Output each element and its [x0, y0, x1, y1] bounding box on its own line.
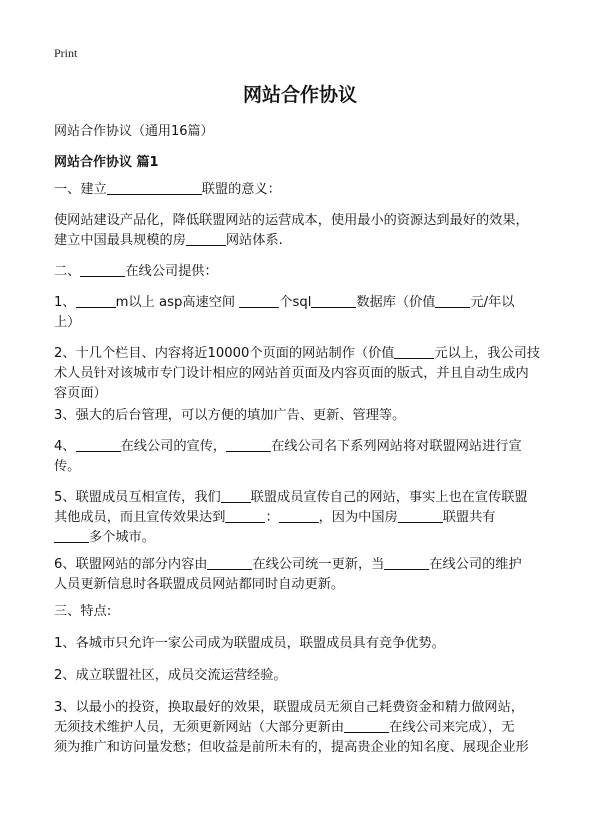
blank	[107, 180, 202, 195]
paragraph-8	[54, 488, 552, 548]
text: 一、建立	[54, 182, 107, 197]
blank	[394, 344, 434, 359]
blank	[76, 437, 121, 452]
text: 使网站建设产品化，降低联盟网站的运营成本，使用最小的资源达到最好的效果，	[54, 213, 529, 228]
text: 1、	[54, 295, 76, 310]
print-link[interactable]: Print	[54, 46, 78, 60]
paragraph-4	[54, 293, 552, 333]
text: 在线公司的维护	[429, 557, 522, 572]
text: 须为推广和访问量发愁；但收益是前所未有的，提高贵企业的知名度、展现企业形	[54, 740, 529, 755]
paragraph-5	[54, 344, 552, 404]
text: 在线公司名下系列网站将对联盟网站进行宣	[271, 439, 522, 454]
text: 容页面）	[54, 386, 107, 401]
paragraph-13	[54, 698, 552, 758]
blank	[398, 508, 443, 523]
paragraph-7	[54, 437, 552, 477]
paragraph-6: 3、强大的后台管理，可以方便的填加广告、更新、管理等。	[54, 408, 406, 423]
blank	[279, 508, 319, 523]
text: 建立中国最具规模的房	[54, 233, 186, 248]
text: 5、联盟成员互相宣传，我们	[54, 490, 221, 505]
section-heading: 网站合作协议 篇1	[54, 155, 159, 170]
text: 6、联盟网站的部分内容由	[54, 557, 208, 572]
text: 网站体系.	[225, 233, 283, 248]
text: 上）	[54, 315, 81, 330]
paragraph-12: 2、成立联盟社区，成员交流运营经验。	[54, 668, 287, 683]
text: 联盟共有	[442, 510, 496, 525]
paragraph-3	[54, 262, 552, 282]
text: 在线公司统一更新，当	[252, 557, 385, 572]
blank	[384, 555, 429, 570]
text: 4、	[54, 439, 76, 454]
paragraph-1	[54, 180, 552, 200]
document-subtitle: 网站合作协议（通用16篇）	[54, 124, 214, 139]
text: ：	[265, 510, 279, 525]
text: m以上 asp高速空间	[115, 295, 240, 310]
text: 在线公司的宣传，	[120, 439, 227, 454]
text: 联盟的意义：	[201, 182, 281, 197]
blank	[80, 262, 125, 277]
blank	[239, 293, 279, 308]
text: 无须技术维护人员，无须更新网站（大部分更新由	[54, 720, 345, 735]
blank	[221, 488, 251, 503]
paragraph-10: 三、特点:	[54, 604, 112, 619]
text: 数据库（价值	[356, 295, 436, 310]
blank	[344, 718, 389, 733]
text: ，因为中国房	[318, 510, 398, 525]
blank	[76, 293, 116, 308]
blank	[225, 508, 265, 523]
blank	[186, 231, 226, 246]
text: 3、以最小的投资，换取最好的效果，联盟成员无须自己耗费资金和精力做网站，	[54, 700, 524, 715]
text: 多个城市。	[89, 530, 155, 545]
paragraph-2	[54, 211, 552, 251]
blank	[435, 293, 470, 308]
blank	[226, 437, 271, 452]
paragraph-9	[54, 555, 552, 595]
text: 传。	[54, 459, 81, 474]
blank	[311, 293, 356, 308]
text: 其他成员，而且宣传效果达到	[54, 510, 226, 525]
text: 在线公司提供：	[125, 264, 218, 279]
text: 联盟成员宣传自己的网站，事实上也在宣传联盟	[250, 490, 528, 505]
text: 个sql	[279, 295, 312, 310]
blank	[54, 528, 89, 543]
page-title: 网站合作协议	[242, 84, 357, 106]
text: 元以上，我公司技	[434, 346, 540, 361]
text: 术人员针对该城市专门设计相应的网站首页面及内容页面的版式，并且自动生成内	[54, 366, 529, 381]
text: 二、	[54, 264, 81, 279]
text: 2、十几个栏目、内容将近10000个页面的网站制作（价值	[54, 346, 395, 361]
paragraph-11: 1、各城市只允许一家公司成为联盟成员，联盟成员具有竞争优势。	[54, 636, 445, 651]
text: 人员更新信息时各联盟成员网站都同时自动更新。	[54, 577, 345, 592]
text: 在线公司来完成），无	[389, 720, 515, 735]
blank	[207, 555, 252, 570]
text: 元/年以	[470, 295, 515, 310]
